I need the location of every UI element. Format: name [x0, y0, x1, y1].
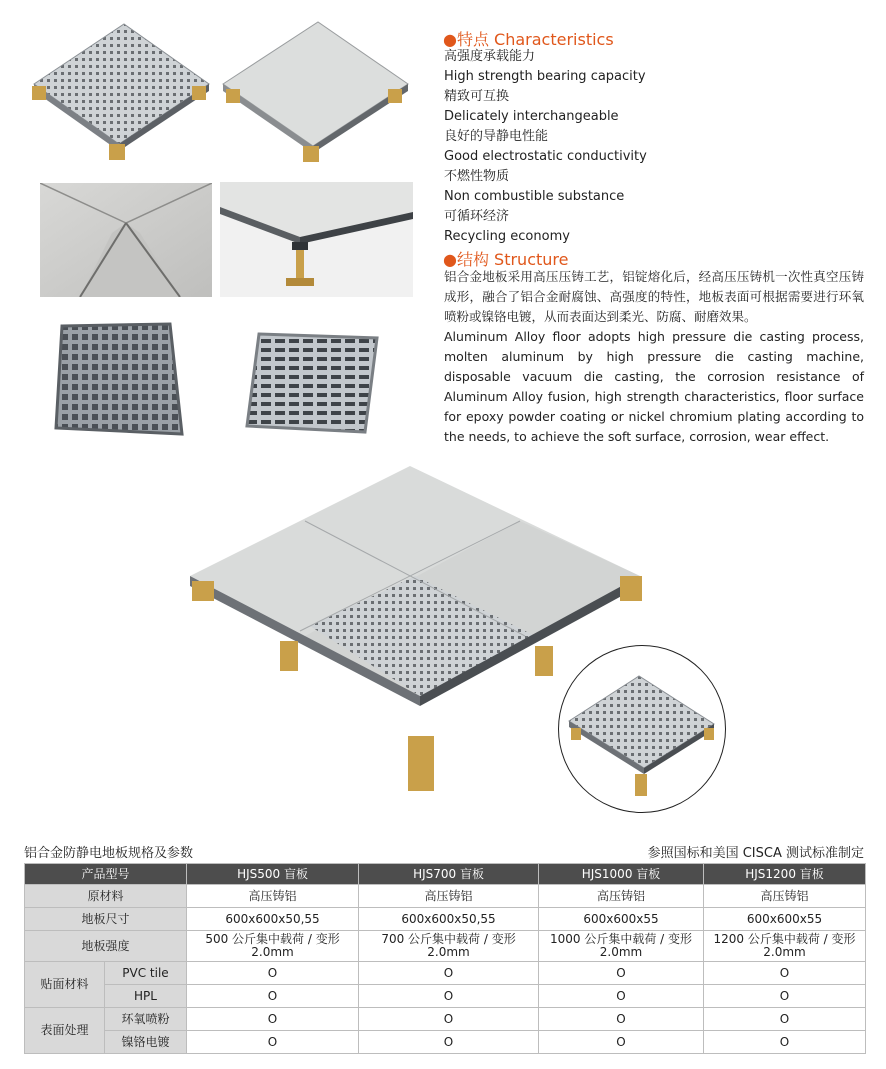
circle-inset-photo — [558, 645, 726, 813]
seam-closeup-image — [40, 183, 212, 297]
sub-label: 镍铬电镀 — [105, 1031, 187, 1054]
cell: O — [539, 1031, 704, 1054]
cell: 高压铸铝 — [359, 885, 539, 908]
solid-panel-photo — [218, 14, 413, 164]
feature-item: 不燃性物质 — [444, 169, 510, 184]
table-row — [25, 1031, 866, 1054]
cell: O — [704, 1031, 866, 1054]
group-label: 表面处理 — [25, 1008, 105, 1054]
cell: O — [359, 1031, 539, 1054]
table-row — [25, 908, 866, 931]
slotted-panel-photo — [245, 328, 380, 436]
cell: O — [359, 962, 539, 985]
table-row — [25, 1008, 866, 1031]
feature-item: Recycling economy — [444, 229, 570, 244]
cell: 600x600x50,55 — [187, 908, 359, 931]
slotted-panel-image — [245, 328, 380, 436]
underside-grid-image — [50, 322, 190, 440]
cell: 1200 公斤集中载荷 / 变形 2.0mm — [704, 931, 866, 962]
structure-cn-text: 铝合金地板采用高压压铸工艺，铝锭熔化后，经高压压铸机一次性真空压铸成形，融合了铝合金耐腐蚀、高强度的特性，地板表面可根据需要进行环氧喷粉或镍铬电镀，从而表面达到柔光、防腐、耐磨效果。 — [444, 269, 864, 324]
table-row — [25, 985, 866, 1008]
spec-table — [24, 863, 866, 1054]
header-col: HJS700 盲板 — [359, 864, 539, 885]
cell: O — [187, 1008, 359, 1031]
row-label: 地板强度 — [25, 931, 187, 962]
row-label: 地板尺寸 — [25, 908, 187, 931]
table-caption-left: 铝合金防静电地板规格及参数 — [24, 846, 194, 861]
structure-en-text: Aluminum Alloy floor adopts high pressure die casting process, molten aluminum by high pressure die casting machine, disposable vacuum die casting, the corrosion resistance of Aluminum Alloy fusion, high strength characteristics, floor surface for epoxy powder coating or nickel chromium plating according to the needs, to achieve the soft surface, corrosion, wear effect. — [444, 329, 864, 444]
cell: O — [704, 962, 866, 985]
seam-closeup-photo — [40, 183, 212, 297]
corner-pedestal-photo — [220, 182, 413, 297]
underside-grid-photo — [50, 322, 190, 440]
cell: 700 公斤集中载荷 / 变形 2.0mm — [359, 931, 539, 962]
cell: 600x600x55 — [704, 908, 866, 931]
feature-item: 精致可互换 — [444, 89, 510, 104]
table-row — [25, 931, 866, 962]
header-col: HJS500 盲板 — [187, 864, 359, 885]
structure-title: ●结构 Structure — [443, 250, 569, 269]
table-caption-right: 参照国标和美国 CISCA 测试标准制定 — [647, 846, 864, 861]
cell: O — [187, 985, 359, 1008]
characteristics-title: ●特点 Characteristics — [443, 30, 614, 49]
table-row — [25, 962, 866, 985]
sub-label: HPL — [105, 985, 187, 1008]
cell: 500 公斤集中载荷 / 变形 2.0mm — [187, 931, 359, 962]
cell: O — [539, 1008, 704, 1031]
cell: O — [704, 1008, 866, 1031]
cell: O — [539, 962, 704, 985]
cell: O — [704, 985, 866, 1008]
header-col: HJS1000 盲板 — [539, 864, 704, 885]
perforated-panel-photo — [24, 14, 214, 164]
cell: O — [359, 1008, 539, 1031]
perforated-panel-image — [24, 14, 214, 164]
feature-item: Non combustible substance — [444, 189, 625, 204]
table-header-row — [25, 864, 866, 885]
cell: 高压铸铝 — [539, 885, 704, 908]
cell: 高压铸铝 — [704, 885, 866, 908]
header-col: HJS1200 盲板 — [704, 864, 866, 885]
circle-inset-image — [559, 646, 726, 813]
cell: 600x600x55 — [539, 908, 704, 931]
cell: O — [539, 985, 704, 1008]
feature-item: High strength bearing capacity — [444, 69, 646, 84]
header-model: 产品型号 — [25, 864, 187, 885]
feature-item: 良好的导静电性能 — [444, 129, 549, 144]
solid-panel-image — [218, 14, 413, 164]
group-label: 贴面材料 — [25, 962, 105, 1008]
row-label: 原材料 — [25, 885, 187, 908]
cell: 600x600x50,55 — [359, 908, 539, 931]
feature-item: Good electrostatic conductivity — [444, 149, 647, 164]
sub-label: 环氧喷粉 — [105, 1008, 187, 1031]
cell: O — [187, 1031, 359, 1054]
cell: 1000 公斤集中载荷 / 变形 2.0mm — [539, 931, 704, 962]
corner-pedestal-image — [220, 182, 413, 297]
structure-description — [444, 267, 864, 447]
cell: O — [187, 962, 359, 985]
feature-item: 高强度承载能力 — [444, 49, 536, 64]
table-row — [25, 885, 866, 908]
feature-item: Delicately interchangeable — [444, 109, 619, 124]
cell: 高压铸铝 — [187, 885, 359, 908]
sub-label: PVC tile — [105, 962, 187, 985]
cell: O — [359, 985, 539, 1008]
feature-item: 可循环经济 — [444, 209, 510, 224]
